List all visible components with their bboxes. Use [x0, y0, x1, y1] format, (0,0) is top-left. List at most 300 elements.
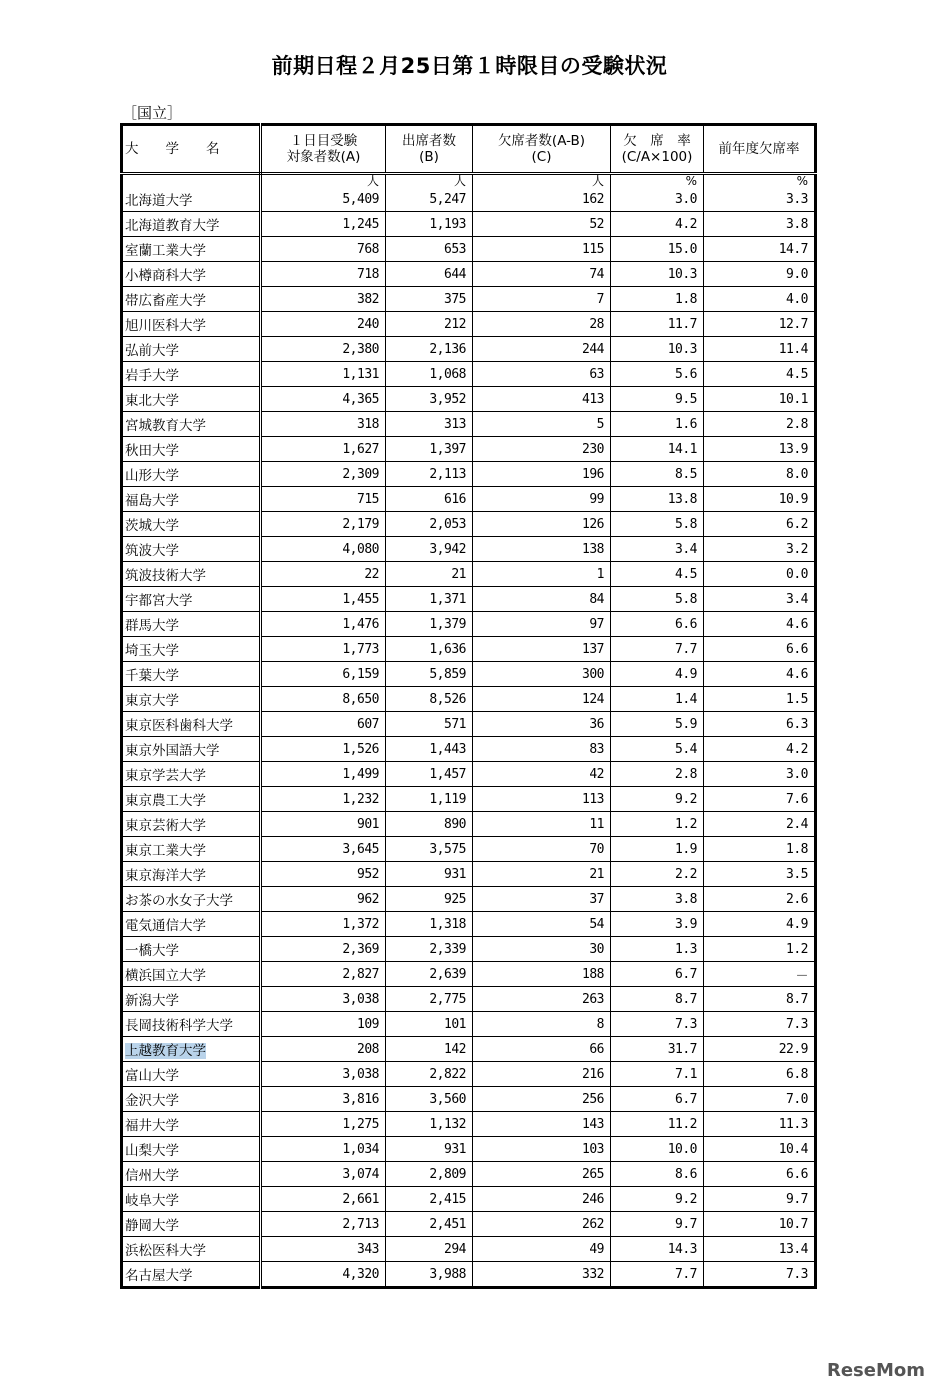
cell-value: 931	[386, 1137, 473, 1162]
cell-value: 240	[261, 312, 386, 337]
table-row	[122, 762, 816, 787]
university-name: 福島大学	[122, 487, 261, 512]
cell-value: 1,526	[261, 737, 386, 762]
cell-value: 244	[473, 337, 611, 362]
cell-value: 9.5	[611, 387, 704, 412]
cell-value: 13.9	[704, 437, 816, 462]
cell-value: 3.8	[704, 212, 816, 237]
cell-value: 4.2	[611, 212, 704, 237]
cell-value: 1,068	[386, 362, 473, 387]
university-name: 山梨大学	[122, 1137, 261, 1162]
cell-value: 5.6	[611, 362, 704, 387]
cell-value: 9.7	[611, 1212, 704, 1237]
cell-value: 332	[473, 1262, 611, 1288]
unit-label: 人	[386, 174, 473, 188]
university-name: 秋田大学	[122, 437, 261, 462]
table-row	[122, 1237, 816, 1262]
university-name: 東京外国語大学	[122, 737, 261, 762]
cell-value: 1.8	[611, 287, 704, 312]
table-row	[122, 1137, 816, 1162]
cell-value: 188	[473, 962, 611, 987]
table-row	[122, 362, 816, 387]
university-name: 筑波大学	[122, 537, 261, 562]
cell-value: 30	[473, 937, 611, 962]
cell-value: 4,320	[261, 1262, 386, 1288]
cell-value: 3.5	[704, 862, 816, 887]
cell-value: 115	[473, 237, 611, 262]
column-header: 前年度欠席率	[704, 125, 816, 174]
university-name: 福井大学	[122, 1112, 261, 1137]
table-row	[122, 1062, 816, 1087]
cell-value: 10.0	[611, 1137, 704, 1162]
cell-value: 1,371	[386, 587, 473, 612]
unit-label	[122, 174, 261, 188]
cell-value: 5,859	[386, 662, 473, 687]
table-row	[122, 187, 816, 212]
cell-value: 1,245	[261, 212, 386, 237]
cell-value: 3.8	[611, 887, 704, 912]
cell-value: 382	[261, 287, 386, 312]
unit-label: 人	[261, 174, 386, 188]
table-row	[122, 462, 816, 487]
cell-value: 21	[386, 562, 473, 587]
cell-value: 5,409	[261, 187, 386, 212]
cell-value: 37	[473, 887, 611, 912]
cell-value: 3,816	[261, 1087, 386, 1112]
cell-value: 952	[261, 862, 386, 887]
table-row	[122, 687, 816, 712]
table-row	[122, 612, 816, 637]
university-name: 弘前大学	[122, 337, 261, 362]
cell-value: 2,661	[261, 1187, 386, 1212]
cell-value: 5.9	[611, 712, 704, 737]
cell-value: 3.0	[611, 187, 704, 212]
cell-value: 22	[261, 562, 386, 587]
cell-value: 768	[261, 237, 386, 262]
cell-value: 1,372	[261, 912, 386, 937]
table-row	[122, 512, 816, 537]
cell-value: 196	[473, 462, 611, 487]
cell-value: 8	[473, 1012, 611, 1037]
cell-value: 1.6	[611, 412, 704, 437]
table-row	[122, 337, 816, 362]
cell-value: 2.6	[704, 887, 816, 912]
table-row	[122, 437, 816, 462]
table-row	[122, 787, 816, 812]
column-header: 欠 席 率 (C/A×100)	[611, 125, 704, 174]
university-name: 東京学芸大学	[122, 762, 261, 787]
university-name: 岩手大学	[122, 362, 261, 387]
university-name: 埼玉大学	[122, 637, 261, 662]
cell-value: 1,131	[261, 362, 386, 387]
cell-value: 4.0	[704, 287, 816, 312]
cell-value: 212	[386, 312, 473, 337]
cell-value: 1,318	[386, 912, 473, 937]
university-name: 東京芸術大学	[122, 812, 261, 837]
cell-value: 1,132	[386, 1112, 473, 1137]
cell-value: 14.7	[704, 237, 816, 262]
table-row	[122, 262, 816, 287]
unit-label: 人	[473, 174, 611, 188]
column-header: 出席者数 (B)	[386, 125, 473, 174]
cell-value: 413	[473, 387, 611, 412]
cell-value: 4,080	[261, 537, 386, 562]
university-name: 東京医科歯科大学	[122, 712, 261, 737]
cell-value: 52	[473, 212, 611, 237]
cell-value: 2,827	[261, 962, 386, 987]
cell-value: 1,034	[261, 1137, 386, 1162]
cell-value: 375	[386, 287, 473, 312]
cell-value: 3,988	[386, 1262, 473, 1288]
table-row	[122, 887, 816, 912]
cell-value: 2,415	[386, 1187, 473, 1212]
cell-value: 4,365	[261, 387, 386, 412]
table-row	[122, 212, 816, 237]
cell-value: 8.6	[611, 1162, 704, 1187]
cell-value: 2,380	[261, 337, 386, 362]
cell-value: 1,636	[386, 637, 473, 662]
cell-value: 3.9	[611, 912, 704, 937]
cell-value: 11.3	[704, 1112, 816, 1137]
table-row	[122, 912, 816, 937]
cell-value: 2,639	[386, 962, 473, 987]
table-row	[122, 837, 816, 862]
cell-value: 718	[261, 262, 386, 287]
column-header: 大 学 名	[122, 125, 261, 174]
cell-value: 7.7	[611, 637, 704, 662]
table-row	[122, 287, 816, 312]
cell-value: 28	[473, 312, 611, 337]
cell-value: 2,775	[386, 987, 473, 1012]
cell-value: 3.4	[611, 537, 704, 562]
cell-value: 4.2	[704, 737, 816, 762]
cell-value: 3.2	[704, 537, 816, 562]
cell-value: 1,119	[386, 787, 473, 812]
cell-value: 2,113	[386, 462, 473, 487]
cell-value: 571	[386, 712, 473, 737]
cell-value: 126	[473, 512, 611, 537]
cell-value: 11.4	[704, 337, 816, 362]
cell-value: 7.7	[611, 1262, 704, 1288]
cell-value: 103	[473, 1137, 611, 1162]
table-row	[122, 537, 816, 562]
cell-value: 6.8	[704, 1062, 816, 1087]
attendance-table	[120, 123, 817, 1289]
cell-value: 1,379	[386, 612, 473, 637]
table-row	[122, 737, 816, 762]
cell-value: 99	[473, 487, 611, 512]
cell-value: 2,369	[261, 937, 386, 962]
cell-value: 616	[386, 487, 473, 512]
cell-value: 313	[386, 412, 473, 437]
cell-value: 54	[473, 912, 611, 937]
cell-value: 11.2	[611, 1112, 704, 1137]
cell-value: 22.9	[704, 1037, 816, 1062]
cell-value: 7.0	[704, 1087, 816, 1112]
cell-value: 10.1	[704, 387, 816, 412]
cell-value: 2,339	[386, 937, 473, 962]
cell-value: 84	[473, 587, 611, 612]
table-row	[122, 812, 816, 837]
cell-value: 13.4	[704, 1237, 816, 1262]
cell-value: 216	[473, 1062, 611, 1087]
cell-value: 901	[261, 812, 386, 837]
cell-value: 1.8	[704, 837, 816, 862]
cell-value: 11.7	[611, 312, 704, 337]
units-row	[122, 174, 816, 188]
cell-value: 653	[386, 237, 473, 262]
cell-value: 138	[473, 537, 611, 562]
cell-value: 9.2	[611, 1187, 704, 1212]
table-header	[122, 125, 816, 174]
cell-value: 21	[473, 862, 611, 887]
cell-value: 1,457	[386, 762, 473, 787]
table-row	[122, 1087, 816, 1112]
cell-value: 962	[261, 887, 386, 912]
cell-value: 101	[386, 1012, 473, 1037]
university-name: 群馬大学	[122, 612, 261, 637]
cell-value: 3,645	[261, 837, 386, 862]
cell-value: 6.6	[704, 1162, 816, 1187]
university-name: 長岡技術科学大学	[122, 1012, 261, 1037]
cell-value: 10.7	[704, 1212, 816, 1237]
cell-value: 6.7	[611, 962, 704, 987]
cell-value: 7.3	[611, 1012, 704, 1037]
cell-value: 256	[473, 1087, 611, 1112]
table-row	[122, 1162, 816, 1187]
cell-value: 265	[473, 1162, 611, 1187]
cell-value: 1.4	[611, 687, 704, 712]
cell-value: 12.7	[704, 312, 816, 337]
cell-value: 4.6	[704, 662, 816, 687]
cell-value: 2.8	[704, 412, 816, 437]
university-name: 岐阜大学	[122, 1187, 261, 1212]
cell-value: 2,713	[261, 1212, 386, 1237]
cell-value: 1,627	[261, 437, 386, 462]
university-name: 東京大学	[122, 687, 261, 712]
cell-value: 10.3	[611, 262, 704, 287]
cell-value: 0.0	[704, 562, 816, 587]
university-name: 千葉大学	[122, 662, 261, 687]
cell-value: 6.3	[704, 712, 816, 737]
cell-value: 1,773	[261, 637, 386, 662]
cell-value: 9.0	[704, 262, 816, 287]
cell-value: 2,451	[386, 1212, 473, 1237]
cell-value: 2.4	[704, 812, 816, 837]
cell-value: 2,822	[386, 1062, 473, 1087]
cell-value: 2.2	[611, 862, 704, 887]
table-row	[122, 1187, 816, 1212]
cell-value: 1.3	[611, 937, 704, 962]
cell-value: 246	[473, 1187, 611, 1212]
cell-value: 15.0	[611, 237, 704, 262]
cell-value: 10.9	[704, 487, 816, 512]
cell-value: 1,455	[261, 587, 386, 612]
table-row	[122, 1012, 816, 1037]
cell-value: 6.7	[611, 1087, 704, 1112]
cell-value: 230	[473, 437, 611, 462]
cell-value: 2,179	[261, 512, 386, 537]
cell-value: 109	[261, 1012, 386, 1037]
cell-value: 8.7	[611, 987, 704, 1012]
cell-value: 2.8	[611, 762, 704, 787]
university-name: 北海道大学	[122, 187, 261, 212]
university-name: 東北大学	[122, 387, 261, 412]
cell-value: 70	[473, 837, 611, 862]
cell-value: 262	[473, 1212, 611, 1237]
table-row	[122, 987, 816, 1012]
unit-label: %	[704, 174, 816, 188]
cell-value: 7.6	[704, 787, 816, 812]
cell-value: 2,309	[261, 462, 386, 487]
university-name: 静岡大学	[122, 1212, 261, 1237]
cell-value: 49	[473, 1237, 611, 1262]
university-name: 東京海洋大学	[122, 862, 261, 887]
cell-value: 13.8	[611, 487, 704, 512]
cell-value: 343	[261, 1237, 386, 1262]
cell-value: 10.4	[704, 1137, 816, 1162]
cell-value: 1,232	[261, 787, 386, 812]
university-name: 山形大学	[122, 462, 261, 487]
cell-value: 8,650	[261, 687, 386, 712]
cell-value: 3,560	[386, 1087, 473, 1112]
cell-value: 4.6	[704, 612, 816, 637]
cell-value: 137	[473, 637, 611, 662]
cell-value: 3,074	[261, 1162, 386, 1187]
table-row	[122, 862, 816, 887]
cell-value: 1.2	[611, 812, 704, 837]
cell-value: 925	[386, 887, 473, 912]
cell-value: 11	[473, 812, 611, 837]
table-row	[122, 387, 816, 412]
university-name: 東京工業大学	[122, 837, 261, 862]
cell-value: 9.2	[611, 787, 704, 812]
table-row	[122, 637, 816, 662]
cell-value: 63	[473, 362, 611, 387]
cell-value: 5.8	[611, 512, 704, 537]
table-row	[122, 1037, 816, 1062]
cell-value: 113	[473, 787, 611, 812]
cell-value: 1,476	[261, 612, 386, 637]
table-row	[122, 712, 816, 737]
cell-value: 1,275	[261, 1112, 386, 1137]
table-row	[122, 587, 816, 612]
cell-value: 7.3	[704, 1262, 816, 1288]
table-row	[122, 937, 816, 962]
cell-value: 890	[386, 812, 473, 837]
cell-value: 1,397	[386, 437, 473, 462]
cell-value: 644	[386, 262, 473, 287]
university-name: 小樽商科大学	[122, 262, 261, 287]
cell-value: 6.6	[611, 612, 704, 637]
cell-value: 208	[261, 1037, 386, 1062]
cell-value: 97	[473, 612, 611, 637]
table-row	[122, 1262, 816, 1288]
cell-value: 9.7	[704, 1187, 816, 1212]
table-row	[122, 487, 816, 512]
university-name: 一橋大学	[122, 937, 261, 962]
cell-value: 263	[473, 987, 611, 1012]
cell-value: 36	[473, 712, 611, 737]
table-row	[122, 1112, 816, 1137]
university-name: 浜松医科大学	[122, 1237, 261, 1262]
cell-value: 1.9	[611, 837, 704, 862]
cell-value: 1.5	[704, 687, 816, 712]
cell-value: 31.7	[611, 1037, 704, 1062]
cell-value: 3.4	[704, 587, 816, 612]
cell-value: 7.1	[611, 1062, 704, 1087]
cell-value: 6.2	[704, 512, 816, 537]
cell-value: 162	[473, 187, 611, 212]
table-row	[122, 662, 816, 687]
university-name: 旭川医科大学	[122, 312, 261, 337]
cell-value: 124	[473, 687, 611, 712]
cell-value: 1	[473, 562, 611, 587]
cell-value: 6.6	[704, 637, 816, 662]
cell-value: 318	[261, 412, 386, 437]
cell-value: 3,942	[386, 537, 473, 562]
cell-value: 931	[386, 862, 473, 887]
university-name: 上越教育大学	[122, 1037, 261, 1062]
cell-value: 2,136	[386, 337, 473, 362]
cell-value: 5	[473, 412, 611, 437]
university-name: 富山大学	[122, 1062, 261, 1087]
university-name: 横浜国立大学	[122, 962, 261, 987]
cell-value: 74	[473, 262, 611, 287]
cell-value: 715	[261, 487, 386, 512]
table-row	[122, 1212, 816, 1237]
university-name: 東京農工大学	[122, 787, 261, 812]
cell-value: 14.3	[611, 1237, 704, 1262]
cell-value: 294	[386, 1237, 473, 1262]
table-row	[122, 412, 816, 437]
cell-value: 10.3	[611, 337, 704, 362]
cell-value: 3.3	[704, 187, 816, 212]
university-name: 信州大学	[122, 1162, 261, 1187]
cell-value: 7	[473, 287, 611, 312]
cell-value: 143	[473, 1112, 611, 1137]
cell-value: 5.8	[611, 587, 704, 612]
cell-value: 142	[386, 1037, 473, 1062]
cell-value: 42	[473, 762, 611, 787]
cell-value: 1,443	[386, 737, 473, 762]
cell-value: 3,952	[386, 387, 473, 412]
unit-label: %	[611, 174, 704, 188]
cell-value: 14.1	[611, 437, 704, 462]
table-row	[122, 962, 816, 987]
cell-value: 2,809	[386, 1162, 473, 1187]
university-name: お茶の水女子大学	[122, 887, 261, 912]
cell-value: 66	[473, 1037, 611, 1062]
cell-value: 5.4	[611, 737, 704, 762]
cell-value: 300	[473, 662, 611, 687]
cell-value: 1,193	[386, 212, 473, 237]
table-row	[122, 312, 816, 337]
university-name: 宮城教育大学	[122, 412, 261, 437]
cell-value: 3,038	[261, 987, 386, 1012]
watermark-logo: ReseMom	[826, 1360, 925, 1381]
cell-value: 8,526	[386, 687, 473, 712]
university-name: 室蘭工業大学	[122, 237, 261, 262]
cell-value: 8.7	[704, 987, 816, 1012]
cell-value: 83	[473, 737, 611, 762]
cell-value: 7.3	[704, 1012, 816, 1037]
column-header: １日目受験 対象者数(A)	[261, 125, 386, 174]
university-name: 金沢大学	[122, 1087, 261, 1112]
cell-value: 1.2	[704, 937, 816, 962]
cell-value: 3,575	[386, 837, 473, 862]
university-name: 宇都宮大学	[122, 587, 261, 612]
